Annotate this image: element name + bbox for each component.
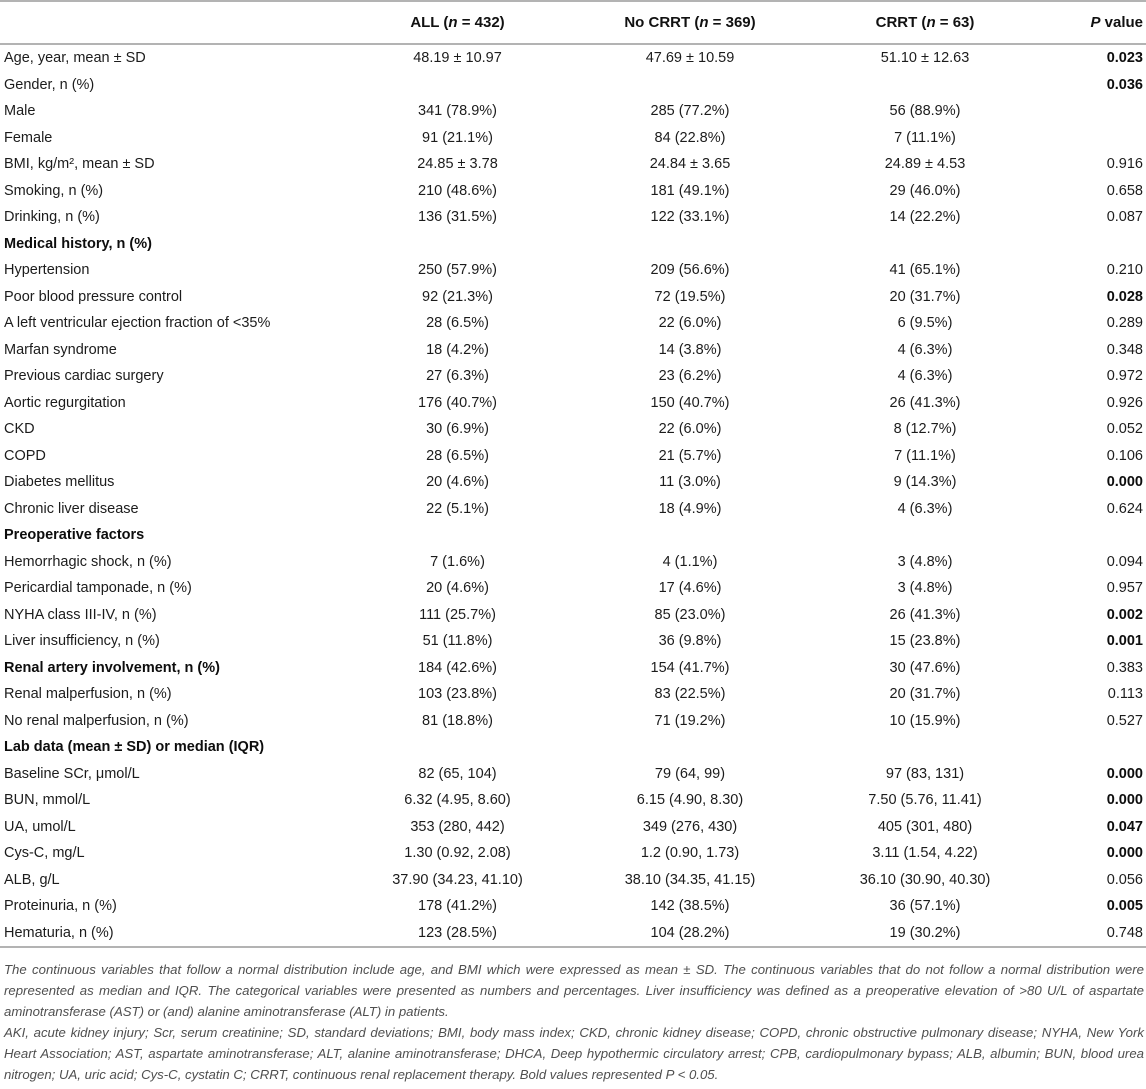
crrt-value-cell bbox=[810, 72, 1040, 99]
p-value-cell: 0.527 bbox=[1106, 712, 1143, 729]
crrt-value-cell: 24.89 ± 4.53 bbox=[884, 156, 966, 173]
p-value-cell: 0.210 bbox=[1106, 262, 1143, 279]
row-label: Preoperative factors bbox=[4, 527, 145, 544]
no-crrt-value-cell: 104 (28.2%) bbox=[650, 924, 730, 941]
p-value-cell: 0.658 bbox=[1106, 182, 1143, 199]
table-row bbox=[0, 151, 1146, 178]
row-label: Cys-C, mg/L bbox=[4, 845, 85, 862]
p-value-cell: 0.001 bbox=[1106, 633, 1143, 650]
row-label: CKD bbox=[4, 421, 35, 438]
p-value-cell: 0.916 bbox=[1106, 156, 1143, 173]
no-crrt-value-cell: 85 (23.0%) bbox=[654, 606, 726, 623]
row-label: Diabetes mellitus bbox=[4, 474, 115, 491]
no-crrt-value-cell: 21 (5.7%) bbox=[658, 447, 722, 464]
table-row bbox=[0, 496, 1146, 523]
p-value-cell: 0.926 bbox=[1106, 394, 1143, 411]
table-row bbox=[0, 761, 1146, 788]
row-label: Chronic liver disease bbox=[4, 500, 139, 517]
no-crrt-value-cell: 154 (41.7%) bbox=[650, 659, 730, 676]
table-row bbox=[0, 920, 1146, 948]
p-value-cell: 0.000 bbox=[1106, 792, 1143, 809]
table-row bbox=[0, 390, 1146, 417]
table-row bbox=[0, 628, 1146, 655]
no-crrt-value-cell: 6.15 (4.90, 8.30) bbox=[636, 792, 744, 809]
crrt-value-cell: 56 (88.9%) bbox=[889, 103, 961, 120]
row-label: COPD bbox=[4, 447, 46, 464]
crrt-value-cell: 4 (6.3%) bbox=[897, 341, 953, 358]
table-row bbox=[0, 734, 1146, 761]
crrt-value-cell: 7 (11.1%) bbox=[894, 129, 956, 146]
row-label: Aortic regurgitation bbox=[4, 394, 126, 411]
all-value-cell: 176 (40.7%) bbox=[418, 394, 497, 411]
crrt-value-cell: 26 (41.3%) bbox=[889, 606, 961, 623]
all-value-cell bbox=[345, 72, 570, 99]
all-value-cell: 27 (6.3%) bbox=[426, 368, 489, 385]
all-value-cell bbox=[345, 231, 570, 258]
no-crrt-value-cell: 1.2 (0.90, 1.73) bbox=[640, 845, 740, 862]
crrt-value-cell bbox=[810, 734, 1040, 761]
row-label: Drinking, n (%) bbox=[4, 209, 100, 226]
p-value-cell: 0.106 bbox=[1106, 447, 1143, 464]
p-value-cell: 0.023 bbox=[1106, 50, 1143, 67]
row-label: ALB, g/L bbox=[4, 871, 60, 888]
row-label: Male bbox=[4, 103, 36, 120]
row-label: Proteinuria, n (%) bbox=[4, 898, 117, 915]
table-row bbox=[0, 602, 1146, 629]
all-value-cell: 51 (11.8%) bbox=[422, 633, 493, 650]
p-value-cell: 0.748 bbox=[1106, 924, 1143, 941]
no-crrt-value-cell: 22 (6.0%) bbox=[658, 421, 722, 438]
row-label: Medical history, n (%) bbox=[4, 235, 152, 252]
table-row bbox=[0, 655, 1146, 682]
no-crrt-value-cell: 71 (19.2%) bbox=[654, 712, 726, 729]
crrt-value-cell: 41 (65.1%) bbox=[889, 262, 961, 279]
table-row bbox=[0, 522, 1146, 549]
crrt-value-cell bbox=[810, 522, 1040, 549]
table-row bbox=[0, 893, 1146, 920]
p-value-cell: 0.036 bbox=[1106, 76, 1143, 93]
all-value-cell: 22 (5.1%) bbox=[426, 500, 489, 517]
crrt-value-cell: 4 (6.3%) bbox=[897, 368, 953, 385]
crrt-value-cell: 51.10 ± 12.63 bbox=[880, 50, 970, 67]
row-label: A left ventricular ejection fraction of <35% bbox=[4, 315, 271, 332]
table-row bbox=[0, 72, 1146, 99]
row-label: Lab data (mean ± SD) or median (IQR) bbox=[4, 739, 265, 756]
crrt-value-cell: 19 (30.2%) bbox=[889, 924, 961, 941]
crrt-value-cell: 26 (41.3%) bbox=[889, 394, 961, 411]
column-header-p-value: P value bbox=[1040, 1, 1146, 44]
row-label: Hematuria, n (%) bbox=[4, 924, 114, 941]
crrt-value-cell: 3 (4.8%) bbox=[897, 580, 953, 597]
all-value-cell: 37.90 (34.23, 41.10) bbox=[392, 871, 523, 888]
column-header-no-crrt: No CRRT (n = 369) bbox=[570, 1, 810, 44]
table-row bbox=[0, 231, 1146, 258]
no-crrt-value-cell: 181 (49.1%) bbox=[650, 182, 730, 199]
row-label: BUN, mmol/L bbox=[4, 792, 91, 809]
all-value-cell: 136 (31.5%) bbox=[418, 209, 497, 226]
row-label: UA, umol/L bbox=[4, 818, 76, 835]
no-crrt-value-cell bbox=[570, 231, 810, 258]
all-value-cell: 184 (42.6%) bbox=[418, 659, 497, 676]
no-crrt-value-cell: 72 (19.5%) bbox=[654, 288, 726, 305]
table-row bbox=[0, 98, 1146, 125]
row-label: Age, year, mean ± SD bbox=[4, 50, 146, 67]
p-value-cell: 0.972 bbox=[1106, 368, 1143, 385]
table-row bbox=[0, 840, 1146, 867]
crrt-value-cell: 7 (11.1%) bbox=[894, 447, 956, 464]
crrt-value-cell: 20 (31.7%) bbox=[889, 288, 961, 305]
no-crrt-value-cell: 84 (22.8%) bbox=[654, 129, 726, 146]
crrt-value-cell: 30 (47.6%) bbox=[889, 659, 961, 676]
all-value-cell: 82 (65, 104) bbox=[418, 765, 497, 782]
table-row bbox=[0, 814, 1146, 841]
p-value-cell: 0.005 bbox=[1106, 898, 1143, 915]
all-value-cell: 24.85 ± 3.78 bbox=[417, 156, 498, 173]
all-value-cell: 28 (6.5%) bbox=[426, 315, 489, 332]
no-crrt-value-cell: 24.84 ± 3.65 bbox=[649, 156, 731, 173]
all-value-cell: 20 (4.6%) bbox=[426, 580, 489, 597]
crrt-value-cell: 29 (46.0%) bbox=[889, 182, 961, 199]
all-value-cell: 341 (78.9%) bbox=[418, 103, 497, 120]
all-value-cell bbox=[345, 522, 570, 549]
all-value-cell: 123 (28.5%) bbox=[418, 924, 497, 941]
p-value-cell bbox=[1040, 734, 1146, 761]
table-row bbox=[0, 681, 1146, 708]
all-value-cell: 1.30 (0.92, 2.08) bbox=[404, 845, 511, 862]
table-row bbox=[0, 708, 1146, 735]
p-value-cell: 0.957 bbox=[1106, 580, 1143, 597]
row-label: BMI, kg/m², mean ± SD bbox=[4, 156, 155, 173]
row-label: Poor blood pressure control bbox=[4, 288, 183, 305]
footnote-abbreviations: AKI, acute kidney injury; Scr, serum creatinine; SD, standard deviations; BMI, body mass index; CKD, chronic kidney disease; COPD, chronic obstructive pulmonary disease; NYHA, New York Heart Association; AST, aspartate aminotransferase; ALT, alanine aminotransferase; DHCA, Deep hypothermic circulatory arrest; CPB, cardiopulmonary bypass; ALB, albumin; BUN, blood urea nitrogen; UA, uric acid; Cys-C, cystatin C; CRRT, continuous renal replacement therapy. Bold values represented P < 0.05. bbox=[4, 1025, 1144, 1082]
all-value-cell bbox=[345, 734, 570, 761]
all-value-cell: 91 (21.1%) bbox=[422, 129, 493, 146]
crrt-value-cell: 15 (23.8%) bbox=[889, 633, 961, 650]
table-row bbox=[0, 416, 1146, 443]
all-value-cell: 111 (25.7%) bbox=[419, 606, 496, 623]
crrt-value-cell: 14 (22.2%) bbox=[889, 209, 961, 226]
row-label: Renal malperfusion, n (%) bbox=[4, 686, 172, 703]
p-value-cell: 0.056 bbox=[1106, 871, 1143, 888]
crrt-value-cell: 36.10 (30.90, 40.30) bbox=[859, 871, 991, 888]
p-value-cell: 0.348 bbox=[1106, 341, 1143, 358]
no-crrt-value-cell: 11 (3.0%) bbox=[659, 474, 721, 491]
table-footnotes bbox=[0, 959, 1146, 1085]
row-label: Liver insufficiency, n (%) bbox=[4, 633, 160, 650]
no-crrt-value-cell: 14 (3.8%) bbox=[658, 341, 722, 358]
row-label: Gender, n (%) bbox=[4, 76, 95, 93]
no-crrt-value-cell: 150 (40.7%) bbox=[650, 394, 730, 411]
table-row bbox=[0, 575, 1146, 602]
row-label: Baseline SCr, μmol/L bbox=[4, 765, 140, 782]
table-row bbox=[0, 867, 1146, 894]
crrt-value-cell: 3 (4.8%) bbox=[897, 553, 953, 570]
all-value-cell: 20 (4.6%) bbox=[426, 474, 489, 491]
no-crrt-value-cell: 47.69 ± 10.59 bbox=[645, 50, 735, 67]
p-value-cell: 0.087 bbox=[1106, 209, 1143, 226]
p-value-cell: 0.002 bbox=[1106, 606, 1143, 623]
crrt-value-cell: 4 (6.3%) bbox=[897, 500, 953, 517]
p-value-cell: 0.000 bbox=[1106, 474, 1143, 491]
p-value-cell: 0.624 bbox=[1106, 500, 1143, 517]
p-value-cell: 0.047 bbox=[1106, 818, 1143, 835]
column-header-all: ALL (n = 432) bbox=[345, 1, 570, 44]
column-header-empty bbox=[0, 1, 345, 44]
p-value-cell: 0.113 bbox=[1107, 686, 1143, 703]
no-crrt-value-cell: 23 (6.2%) bbox=[658, 368, 722, 385]
all-value-cell: 28 (6.5%) bbox=[426, 447, 489, 464]
row-label: Marfan syndrome bbox=[4, 341, 117, 358]
p-value-cell: 0.289 bbox=[1106, 315, 1143, 332]
table-row bbox=[0, 469, 1146, 496]
no-crrt-value-cell: 122 (33.1%) bbox=[650, 209, 730, 226]
table-row bbox=[0, 443, 1146, 470]
no-crrt-value-cell: 4 (1.1%) bbox=[662, 553, 718, 570]
p-value-cell: 0.094 bbox=[1106, 553, 1143, 570]
no-crrt-value-cell: 38.10 (34.35, 41.15) bbox=[624, 871, 756, 888]
p-value-cell: 0.000 bbox=[1106, 845, 1143, 862]
no-crrt-value-cell bbox=[570, 734, 810, 761]
row-label: Female bbox=[4, 129, 53, 146]
crrt-value-cell: 36 (57.1%) bbox=[889, 898, 961, 915]
no-crrt-value-cell: 142 (38.5%) bbox=[650, 898, 730, 915]
table-row bbox=[0, 178, 1146, 205]
no-crrt-value-cell: 22 (6.0%) bbox=[658, 315, 722, 332]
crrt-value-cell: 9 (14.3%) bbox=[893, 474, 957, 491]
no-crrt-value-cell: 36 (9.8%) bbox=[658, 633, 722, 650]
all-value-cell: 103 (23.8%) bbox=[418, 686, 497, 703]
table-row bbox=[0, 284, 1146, 311]
table-row bbox=[0, 549, 1146, 576]
all-value-cell: 7 (1.6%) bbox=[430, 553, 485, 570]
row-label: No renal malperfusion, n (%) bbox=[4, 712, 189, 729]
p-value-cell bbox=[1040, 231, 1146, 258]
row-label: Renal artery involvement, n (%) bbox=[4, 659, 220, 676]
p-value-cell bbox=[1040, 125, 1146, 152]
crrt-value-cell: 8 (12.7%) bbox=[893, 421, 957, 438]
crrt-value-cell bbox=[810, 231, 1040, 258]
all-value-cell: 81 (18.8%) bbox=[422, 712, 493, 729]
p-value-cell bbox=[1040, 98, 1146, 125]
no-crrt-value-cell: 83 (22.5%) bbox=[654, 686, 726, 703]
row-label: Pericardial tamponade, n (%) bbox=[4, 580, 192, 597]
all-value-cell: 30 (6.9%) bbox=[426, 421, 489, 438]
table-row bbox=[0, 337, 1146, 364]
no-crrt-value-cell: 349 (276, 430) bbox=[642, 818, 738, 835]
row-label: Previous cardiac surgery bbox=[4, 368, 164, 385]
table-row bbox=[0, 125, 1146, 152]
crrt-value-cell: 20 (31.7%) bbox=[889, 686, 961, 703]
row-label: Hemorrhagic shock, n (%) bbox=[4, 553, 172, 570]
table-header-row bbox=[0, 1, 1146, 44]
crrt-value-cell: 6 (9.5%) bbox=[897, 315, 953, 332]
no-crrt-value-cell: 17 (4.6%) bbox=[658, 580, 722, 597]
table-row bbox=[0, 44, 1146, 72]
row-label: Smoking, n (%) bbox=[4, 182, 104, 199]
crrt-value-cell: 97 (83, 131) bbox=[885, 765, 965, 782]
all-value-cell: 353 (280, 442) bbox=[410, 818, 505, 835]
no-crrt-value-cell: 79 (64, 99) bbox=[654, 765, 726, 782]
crrt-value-cell: 10 (15.9%) bbox=[889, 712, 961, 729]
table-row bbox=[0, 363, 1146, 390]
no-crrt-value-cell bbox=[570, 522, 810, 549]
all-value-cell: 178 (41.2%) bbox=[418, 898, 497, 915]
column-header-crrt: CRRT (n = 63) bbox=[810, 1, 1040, 44]
p-value-cell: 0.052 bbox=[1106, 421, 1143, 438]
all-value-cell: 210 (48.6%) bbox=[418, 182, 497, 199]
table-row bbox=[0, 204, 1146, 231]
crrt-value-cell: 3.11 (1.54, 4.22) bbox=[872, 845, 978, 862]
row-label: NYHA class III-IV, n (%) bbox=[4, 606, 157, 623]
p-value-cell: 0.000 bbox=[1106, 765, 1143, 782]
row-label: Hypertension bbox=[4, 262, 90, 279]
p-value-cell: 0.383 bbox=[1106, 659, 1143, 676]
table-row bbox=[0, 787, 1146, 814]
all-value-cell: 6.32 (4.95, 8.60) bbox=[404, 792, 511, 809]
p-value-cell bbox=[1040, 522, 1146, 549]
table-row bbox=[0, 257, 1146, 284]
no-crrt-value-cell: 18 (4.9%) bbox=[658, 500, 722, 517]
crrt-value-cell: 405 (301, 480) bbox=[877, 818, 973, 835]
table-body bbox=[0, 44, 1146, 947]
no-crrt-value-cell: 209 (56.6%) bbox=[650, 262, 730, 279]
crrt-value-cell: 7.50 (5.76, 11.41) bbox=[868, 792, 982, 809]
all-value-cell: 250 (57.9%) bbox=[418, 262, 497, 279]
all-value-cell: 48.19 ± 10.97 bbox=[413, 50, 502, 67]
no-crrt-value-cell bbox=[570, 72, 810, 99]
p-value-cell: 0.028 bbox=[1106, 288, 1143, 305]
no-crrt-value-cell: 285 (77.2%) bbox=[650, 103, 730, 120]
all-value-cell: 92 (21.3%) bbox=[422, 288, 493, 305]
all-value-cell: 18 (4.2%) bbox=[426, 341, 489, 358]
footnote-definitions: The continuous variables that follow a normal distribution include age, and BMI which were expressed as mean ± SD. The continuous variables that do not follow a normal distribution were represented as median and IQR. The categorical variables were presented as numbers and percentages. Liver insufficiency was defined as a preoperative elevation of >80 U/L of aspartate aminotransferase (AST) or (and) alanine aminotransferase (ALT) in patients. bbox=[4, 962, 1144, 1019]
table-row bbox=[0, 310, 1146, 337]
